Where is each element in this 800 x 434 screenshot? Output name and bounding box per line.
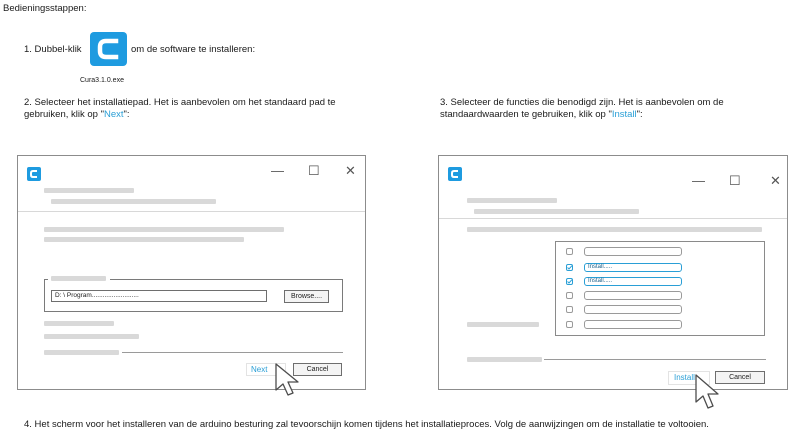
feature-field: [584, 247, 682, 256]
feature-field: [584, 320, 682, 329]
next-button[interactable]: Next: [246, 363, 286, 376]
feature-checkbox-checked[interactable]: [566, 264, 573, 271]
cancel-button[interactable]: Cancel: [293, 363, 342, 376]
footer-divider: [544, 359, 766, 360]
minimize-button[interactable]: —: [271, 163, 284, 178]
placeholder-line: [51, 199, 216, 204]
placeholder-line: [44, 188, 134, 193]
maximize-button[interactable]: ☐: [729, 173, 741, 188]
mouse-pointer-icon: [274, 362, 304, 398]
feature-field: Install.....: [584, 277, 682, 286]
step2-next-link: Next: [103, 109, 124, 120]
step1-text-before: 1. Dubbel-klik: [24, 44, 82, 55]
placeholder-line: [474, 209, 639, 214]
placeholder-line: [44, 350, 119, 355]
minimize-button[interactable]: —: [692, 173, 705, 188]
feature-checkbox[interactable]: [566, 292, 573, 299]
cura-small-logo-icon: [448, 167, 462, 181]
step2-instruction: [24, 97, 349, 121]
install-path-input[interactable]: D: \ Program..........................: [51, 290, 267, 302]
close-button[interactable]: ✕: [345, 163, 356, 178]
cura-c-glyph-icon: [90, 32, 127, 66]
placeholder-line: [44, 321, 114, 326]
placeholder-line: [44, 237, 244, 242]
installer-window-path: [17, 155, 366, 390]
placeholder-line: [467, 227, 762, 232]
mouse-pointer-icon: [694, 373, 724, 411]
placeholder-line: [467, 322, 539, 327]
step3-text-end: ":: [636, 109, 643, 120]
feature-checkbox[interactable]: [566, 248, 573, 255]
installer-window-features: [438, 155, 788, 390]
cura-logo-icon[interactable]: [90, 32, 127, 66]
placeholder-line: [467, 357, 542, 362]
header-divider: [18, 211, 365, 212]
feature-field: [584, 305, 682, 314]
install-button[interactable]: Install: [668, 371, 710, 385]
cura-small-logo-icon: [27, 167, 41, 181]
step3-install-link: Install: [611, 109, 637, 120]
group-label-placeholder: [51, 276, 106, 281]
header-divider: [439, 218, 787, 219]
maximize-button[interactable]: ☐: [308, 163, 320, 178]
checkmark-icon: [566, 278, 573, 285]
footer-divider: [122, 352, 343, 353]
feature-field: Install.....: [584, 263, 682, 272]
close-button[interactable]: ✕: [770, 173, 781, 188]
cancel-button[interactable]: Cancel: [715, 371, 765, 384]
browse-button[interactable]: Browse....: [284, 290, 329, 303]
feature-checkbox[interactable]: [566, 306, 573, 313]
page-heading: Bedieningsstappen:: [3, 3, 87, 14]
placeholder-line: [44, 334, 139, 339]
feature-list: [555, 241, 765, 336]
step4-instruction: 4. Het scherm voor het installeren van de arduino besturing zal tevoorschijn komen tijdens het installatieproces. Volg de aanwijzingen om de installatie te voltooien.: [24, 419, 709, 430]
checkmark-icon: [566, 264, 573, 271]
feature-checkbox[interactable]: [566, 321, 573, 328]
step3-instruction: [440, 97, 770, 121]
installer-filename: Cura3.1.0.exe: [80, 77, 124, 84]
feature-field: [584, 291, 682, 300]
feature-checkbox-checked[interactable]: [566, 278, 573, 285]
step2-text-end: ":: [123, 109, 130, 120]
step1-text-after: om de software te installeren:: [131, 44, 256, 55]
step3-text: 3. Selecteer de functies die benodigd zijn. Het is aanbevolen om de standaardwaarden te gebruiken, klik op ": [440, 97, 724, 120]
step2-text: 2. Selecteer het installatiepad. Het is aanbevolen om het standaard pad te gebruiken, klik op ": [24, 97, 336, 120]
placeholder-line: [467, 198, 557, 203]
placeholder-line: [44, 227, 284, 232]
